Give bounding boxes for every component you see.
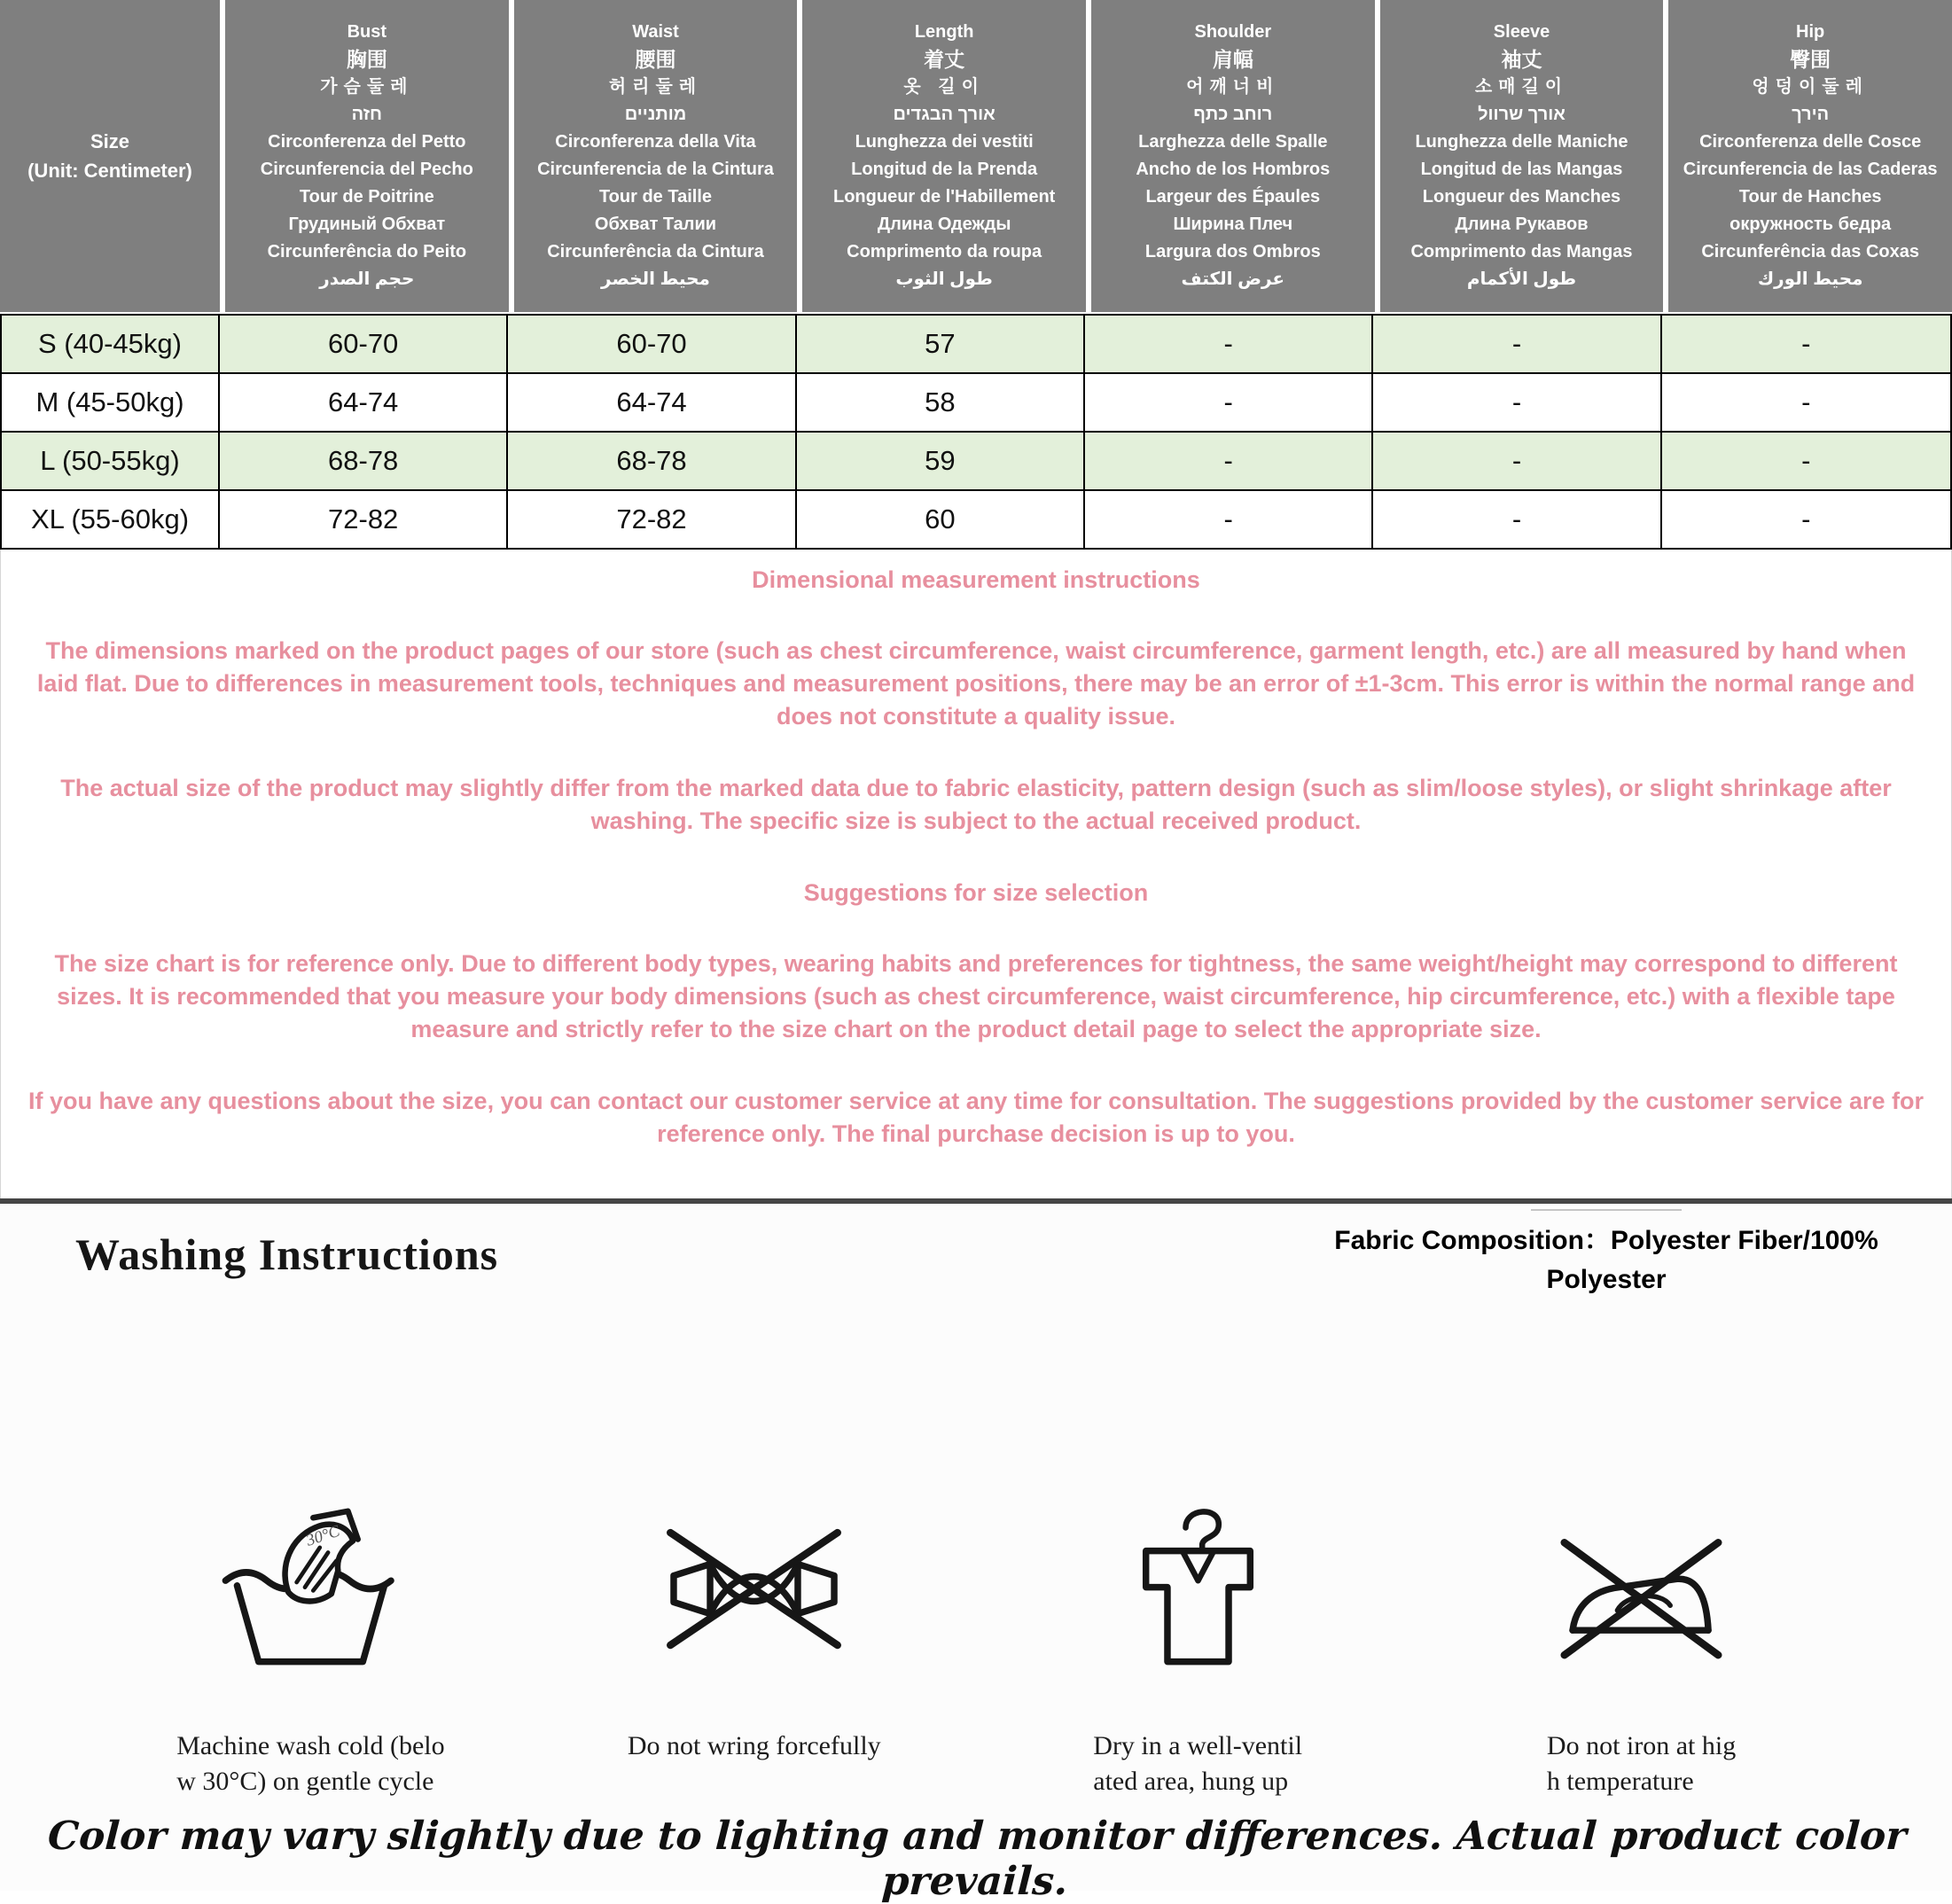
- table-row: [2, 316, 1950, 374]
- header-cell-size: [0, 0, 220, 312]
- header-line-waist: Tour de Taille: [598, 187, 713, 207]
- header-line-shoulder: Ширина Плеч: [1173, 215, 1293, 234]
- machine-wash-cold-icon: [215, 1496, 406, 1682]
- size-cell: S (40-45kg): [2, 316, 220, 372]
- washing-section: [0, 1204, 1952, 1904]
- header-line-bust: Circunferencia del Pecho: [260, 160, 473, 179]
- header-line-sleeve: Sleeve: [1493, 22, 1550, 42]
- do-not-wring-icon: [659, 1496, 849, 1682]
- header-line-hip: Circunferência das Coxas: [1701, 242, 1919, 261]
- care-caption-line: Machine wash cold (belo: [176, 1731, 445, 1760]
- header-line-bust: Circonferenza del Petto: [268, 132, 466, 152]
- table-row: [2, 433, 1950, 491]
- care-caption-line: Do not wring forcefully: [627, 1731, 881, 1760]
- care-caption: [628, 1728, 881, 1764]
- header-line-shoulder: Larghezza delle Spalle: [1138, 132, 1328, 152]
- header-line-sleeve: Lunghezza delle Maniche: [1415, 132, 1628, 152]
- header-line-waist: Обхват Талии: [594, 215, 717, 234]
- header-line-waist: 허리둘레: [608, 77, 703, 97]
- header-line-hip: Circunferencia de las Caderas: [1683, 160, 1938, 179]
- table-row: [2, 374, 1950, 433]
- care-caption-line: Do not iron at hig: [1546, 1731, 1737, 1760]
- header-cell-length: [802, 0, 1086, 312]
- header-line-waist: Circunferencia de la Cintura: [537, 160, 774, 179]
- header-line-length: Length: [914, 22, 974, 42]
- header-cell-waist: [514, 0, 798, 312]
- header-line-bust: Circunferência do Peito: [267, 242, 467, 261]
- header-line-hip: הירך: [1792, 105, 1830, 124]
- header-line-length: Longueur de l'Habillement: [832, 187, 1056, 207]
- header-line-shoulder: Ancho de los Hombros: [1136, 160, 1331, 179]
- notes-paragraph-4: If you have any questions about the size, you can contact our customer service at any time for consultation. The suggestions provided by the customer service are for reference only. The final purchase decision is up to you.: [27, 1088, 1925, 1147]
- fabric-composition: [1323, 1209, 1890, 1299]
- header-line-length: 着丈: [924, 48, 965, 71]
- size-chart-table: [0, 0, 1952, 550]
- value-cell: 58: [797, 374, 1085, 431]
- header-line-bust: חזה: [351, 105, 383, 124]
- value-cell: -: [1801, 386, 1811, 417]
- header-line-shoulder: 肩幅: [1212, 48, 1253, 71]
- header-line-length: Lunghezza dei vestiti: [855, 132, 1034, 152]
- fabric-rule: [1531, 1209, 1682, 1211]
- header-cell-bust: [225, 0, 509, 312]
- header-line-bust: Tour de Poitrine: [299, 187, 434, 207]
- header-line-hip: محيط الورك: [1757, 269, 1863, 289]
- size-cell: L (50-55kg): [2, 433, 220, 489]
- value-cell: 72-82: [220, 491, 508, 548]
- header-line-waist: محيط الخصر: [601, 269, 710, 289]
- header-line-hip: окружность бедра: [1729, 215, 1892, 234]
- value-cell: 64-74: [220, 374, 508, 431]
- header-line-sleeve: طول الأكمام: [1466, 269, 1577, 289]
- header-line-bust: Грудиный Обхват: [288, 215, 446, 234]
- header-line-waist: מותניים: [624, 105, 687, 124]
- header-line-waist: Circunferência da Cintura: [547, 242, 764, 261]
- size-cell: M (45-50kg): [2, 374, 220, 431]
- header-line-bust: 가슴둘레: [320, 77, 414, 97]
- header-line-hip: 臀围: [1790, 48, 1831, 71]
- header-line-length: 옷 길이: [903, 77, 985, 97]
- header-line-sleeve: Longitud de las Mangas: [1420, 160, 1623, 179]
- value-cell: -: [1801, 445, 1811, 476]
- care-item-hang-dry: [1011, 1496, 1384, 1799]
- size-cell: XL (55-60kg): [2, 491, 220, 548]
- care-caption-line: Dry in a well-ventil: [1093, 1731, 1303, 1760]
- care-item-do-not-iron: [1456, 1496, 1828, 1799]
- value-cell: 68-78: [220, 433, 508, 489]
- header-line-bust: حجم الصدر: [319, 269, 415, 289]
- fabric-composition-line: Polyester: [1546, 1265, 1667, 1294]
- header-line-length: אורך הבגדים: [893, 105, 996, 124]
- header-line-waist: 腰围: [635, 48, 676, 71]
- value-cell: -: [1085, 491, 1373, 548]
- header-line-shoulder: Shoulder: [1194, 22, 1272, 42]
- header-line-sleeve: Comprimento das Mangas: [1410, 242, 1633, 261]
- header-line-sleeve: אורך שרוול: [1478, 105, 1566, 124]
- size-chart-body: [0, 314, 1952, 550]
- value-cell: 60-70: [220, 316, 508, 372]
- care-caption: [176, 1728, 444, 1799]
- wash-temperature-label: 30°C: [303, 1521, 342, 1550]
- header-line-bust: Bust: [347, 22, 387, 42]
- header-line-bust: 胸围: [346, 48, 387, 71]
- header-line-shoulder: Largeur des Épaules: [1145, 187, 1321, 207]
- notes-heading-size-selection: Suggestions for size selection: [803, 879, 1149, 906]
- value-cell: 64-74: [508, 374, 796, 431]
- header-line-hip: Circonferenza delle Cosce: [1699, 132, 1922, 152]
- header-line-waist: Waist: [632, 22, 679, 42]
- hang-dry-icon: [1103, 1496, 1293, 1682]
- value-cell: -: [1373, 433, 1661, 489]
- header-line-hip: Tour de Hanches: [1738, 187, 1882, 207]
- value-cell: -: [1373, 374, 1661, 431]
- header-line-shoulder: רוחב כתף: [1193, 105, 1273, 124]
- measurement-notes: [0, 550, 1952, 1198]
- care-caption-line: w 30°C) on gentle cycle: [176, 1767, 434, 1796]
- header-line-length: Длина Одежды: [877, 215, 1011, 234]
- care-item-do-not-wring: [568, 1496, 941, 1799]
- do-not-iron-icon: [1546, 1496, 1737, 1682]
- header-line-sleeve: 소매길이: [1474, 77, 1569, 97]
- notes-paragraph-1: The dimensions marked on the product pages of our store (such as chest circumference, waist circumference, garment length, etc.) are all measured by hand when laid flat. Due to differences in measurement tools, techniques and measurement positions, there may be an error of ±1-3cm. This error is within the normal range and does not constitute a quality issue.: [36, 637, 1916, 730]
- washing-instructions-heading: Washing Instructions: [75, 1229, 499, 1279]
- header-line-length: Comprimento da roupa: [847, 242, 1042, 261]
- header-line-sleeve: Longueur des Manches: [1422, 187, 1621, 207]
- header-line-waist: Circonferenza della Vita: [555, 132, 756, 152]
- care-icons-row: [0, 1496, 1952, 1799]
- table-row: [2, 491, 1950, 548]
- header-line-sleeve: 袖丈: [1501, 48, 1542, 71]
- header-line-hip: Hip: [1796, 22, 1825, 42]
- value-cell: 57: [797, 316, 1085, 372]
- header-line-sleeve: Длина Рукавов: [1455, 215, 1589, 234]
- header-line-shoulder: Largura dos Ombros: [1144, 242, 1321, 261]
- care-caption: [1547, 1728, 1736, 1799]
- header-cell-sleeve: [1380, 0, 1664, 312]
- header-line-shoulder: عرض الكتف: [1181, 269, 1285, 289]
- care-caption-line: h temperature: [1546, 1767, 1694, 1796]
- notes-paragraph-2: The actual size of the product may slightly differ from the marked data due to fabric elasticity, pattern design (such as slim/loose styles), or slight shrinkage after washing. The specific size is subject to the actual received product.: [60, 775, 1892, 834]
- value-cell: -: [1801, 503, 1811, 535]
- header-line-hip: 엉덩이둘레: [1752, 77, 1869, 97]
- header-size-line: (Unit: Centimeter): [27, 160, 192, 182]
- value-cell: -: [1085, 374, 1373, 431]
- value-cell: -: [1085, 316, 1373, 372]
- value-cell: 60-70: [508, 316, 796, 372]
- fabric-composition-line: Fabric Composition：Polyester Fiber/100%: [1334, 1226, 1878, 1255]
- color-disclaimer: Color may vary slightly due to lighting and monitor differences. Actual product color prevails.: [46, 1814, 1908, 1904]
- header-line-length: طول الثوب: [895, 269, 993, 289]
- size-chart-header-row: [0, 0, 1952, 312]
- value-cell: 72-82: [508, 491, 796, 548]
- header-line-length: Longitud de la Prenda: [851, 160, 1038, 179]
- value-cell: -: [1085, 433, 1373, 489]
- header-cell-hip: [1668, 0, 1952, 312]
- value-cell: 60: [797, 491, 1085, 548]
- value-cell: -: [1373, 316, 1661, 372]
- header-cell-shoulder: [1091, 0, 1375, 312]
- notes-paragraph-3: The size chart is for reference only. Due to different body types, wearing habits and preferences for tightness, the same weight/height may correspond to different sizes. It is recommended that you measure your body dimensions (such as chest circumference, waist circumference, hip circumference, etc.) with a flexible tape measure and strictly refer to the size chart on the product detail page to select the appropriate size.: [54, 950, 1898, 1042]
- care-item-machine-wash: [124, 1496, 496, 1799]
- value-cell: -: [1373, 491, 1661, 548]
- value-cell: -: [1801, 328, 1811, 359]
- header-line-shoulder: 어깨너비: [1186, 77, 1280, 97]
- care-caption: [1093, 1728, 1302, 1799]
- header-size-line: Size: [90, 130, 130, 152]
- value-cell: 68-78: [508, 433, 796, 489]
- care-caption-line: ated area, hung up: [1093, 1767, 1289, 1796]
- value-cell: 59: [797, 433, 1085, 489]
- notes-heading-measurement: Dimensional measurement instructions: [752, 566, 1200, 593]
